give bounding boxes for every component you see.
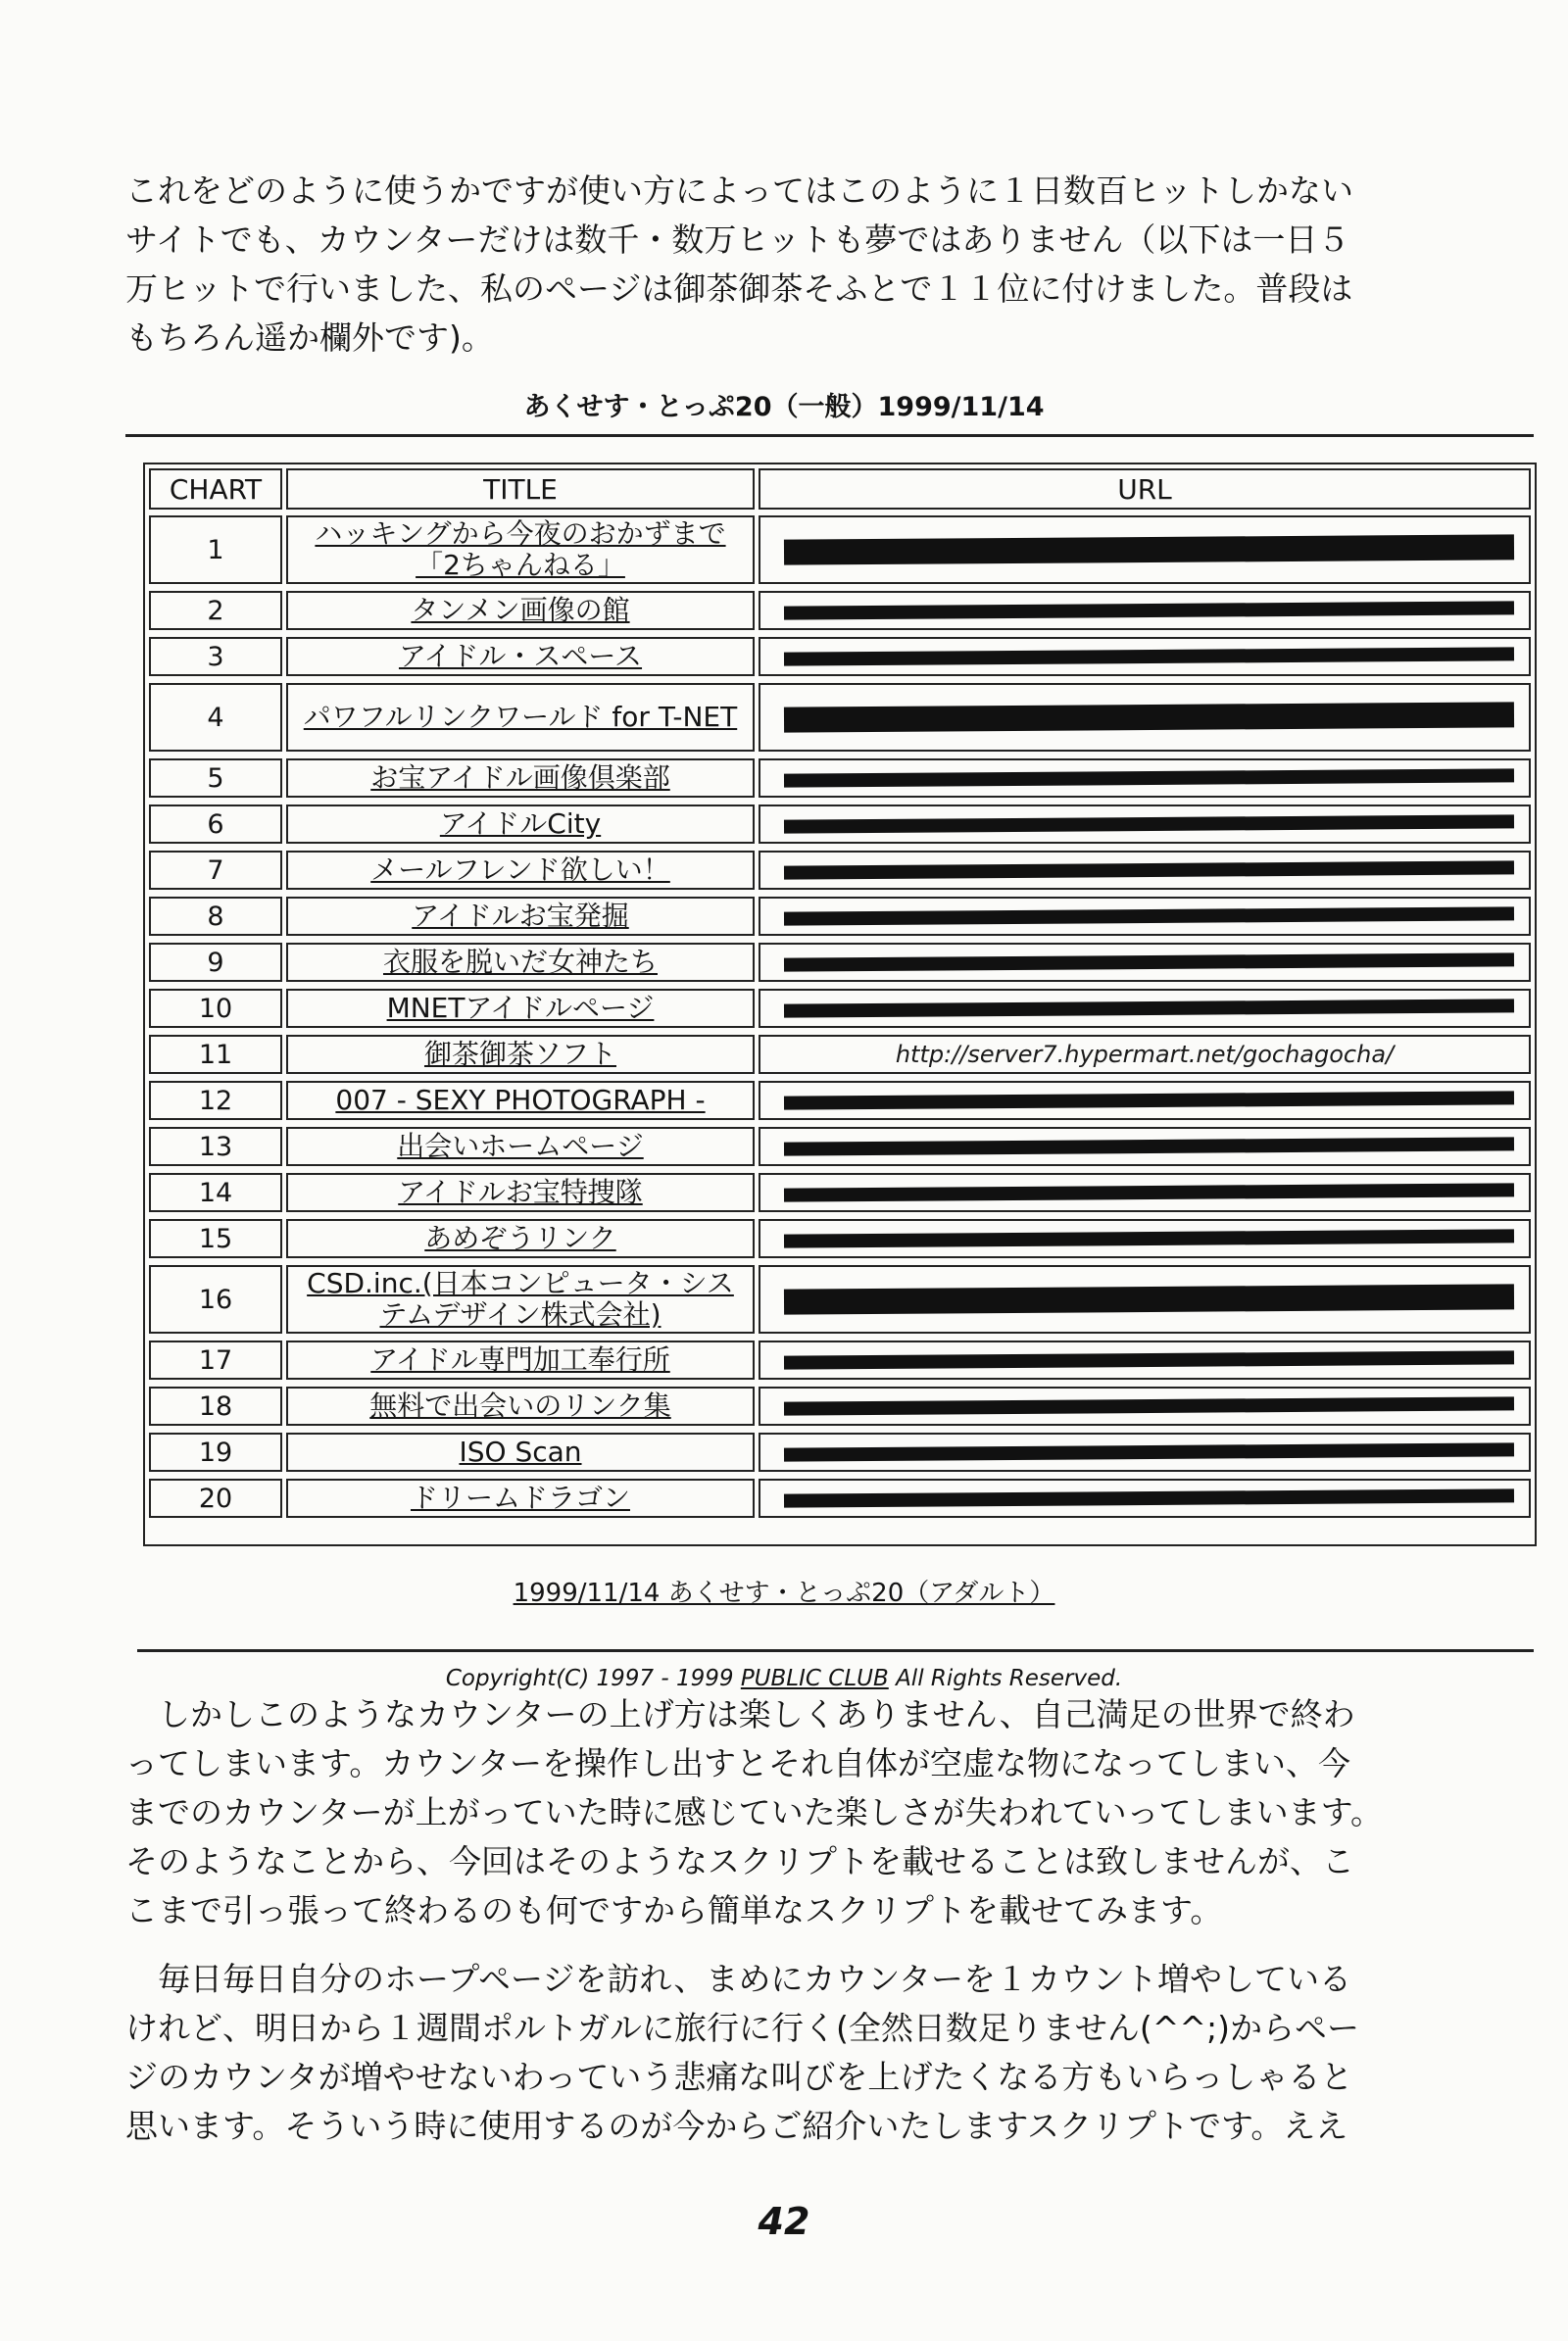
site-title-link[interactable] — [286, 1219, 755, 1258]
page-number: 42 — [758, 2200, 810, 2243]
url-cell — [759, 1081, 1531, 1120]
redaction-bar — [783, 1396, 1513, 1416]
intro-paragraph — [125, 167, 1497, 363]
text-line: 万ヒットで行いました、私のページは御茶御茶そふとで１１位に付けました。普段は — [125, 269, 1353, 308]
text-line: 思います。そういう時に使用するのが今からご紹介いたしますスクリプトです。ええ — [125, 2107, 1348, 2145]
redaction-bar — [783, 906, 1513, 926]
redaction-bar — [783, 999, 1513, 1018]
site-title-link[interactable] — [286, 1265, 755, 1334]
site-title-link[interactable] — [286, 637, 755, 676]
site-title-text[interactable]: CSD.inc.(日本コンピュータ・システムデザイン株式会社) — [307, 1267, 734, 1331]
site-title-link[interactable] — [286, 1127, 755, 1166]
site-title-text[interactable]: ハッキングから今夜のおかずまで「2ちゃんねる」 — [315, 517, 726, 581]
copyright-notice — [0, 1666, 1568, 1691]
site-title-link[interactable] — [286, 897, 755, 936]
redaction-bar — [783, 1183, 1513, 1202]
site-title-text[interactable]: あめぞうリンク — [424, 1222, 616, 1254]
redaction-bar — [783, 952, 1513, 972]
rank-cell: 18 — [149, 1387, 282, 1426]
text-line: けれど、明日から１週間ポルトガルに旅行に行く(全然日数足りません(^^;)からペー — [125, 2009, 1360, 2047]
rank-cell: 8 — [149, 897, 282, 936]
url-cell — [759, 897, 1531, 936]
text-line: サイトでも、カウンターだけは数千・数万ヒットも夢ではありません（以下は一日５ — [125, 220, 1350, 259]
site-title-link[interactable] — [286, 1387, 755, 1426]
header-chart: CHART — [149, 468, 282, 510]
site-title-text[interactable]: アイドルお宝特捜隊 — [398, 1176, 643, 1208]
site-title-text[interactable]: 出会いホームページ — [397, 1130, 644, 1162]
text-line: これをどのように使うかですが使い方によってはこのように１日数百ヒットしかない — [125, 171, 1354, 210]
site-title-text[interactable]: 無料で出会いのリンク集 — [369, 1390, 671, 1422]
ranking-title: あくせす・とっぷ20（一般）1999/11/14 — [523, 392, 1045, 422]
url-cell — [759, 1127, 1531, 1166]
rank-cell: 20 — [149, 1479, 282, 1518]
url-text[interactable]: http://server7.hypermart.net/gochagocha/ — [895, 1041, 1395, 1068]
rank-cell: 17 — [149, 1341, 282, 1380]
outro-paragraph-2 — [125, 1955, 1497, 2151]
rank-cell: 16 — [149, 1265, 282, 1334]
site-title-link[interactable] — [286, 851, 755, 890]
site-title-text[interactable]: ISO Scan — [459, 1436, 582, 1468]
site-title-text[interactable]: ドリームドラゴン — [410, 1482, 630, 1514]
site-title-link[interactable] — [286, 515, 755, 584]
site-title-text[interactable]: アイドル専門加工奉行所 — [370, 1343, 670, 1376]
url-cell — [759, 758, 1531, 798]
rank-cell: 6 — [149, 805, 282, 844]
site-title-text[interactable]: アイドルCity — [439, 807, 602, 840]
url-cell — [759, 943, 1531, 982]
redaction-bar — [783, 1284, 1513, 1315]
url-cell — [759, 1433, 1531, 1472]
copyright-owner: PUBLIC CLUB — [740, 1666, 889, 1691]
url-cell[interactable] — [759, 1035, 1531, 1074]
site-title-text[interactable]: タンメン画像の館 — [411, 594, 630, 626]
text-line: ってしまいます。カウンターを操作し出すとそれ自体が空虚な物になってしまい、今 — [125, 1744, 1351, 1782]
text-line: こまで引っ張って終わるのも何ですから簡単なスクリプトを載せてみます。 — [125, 1891, 1223, 1929]
url-cell — [759, 515, 1531, 584]
site-title-link[interactable] — [286, 591, 755, 630]
rank-cell: 19 — [149, 1433, 282, 1472]
redaction-bar — [783, 814, 1513, 834]
url-cell — [759, 851, 1531, 890]
site-title-link[interactable] — [286, 943, 755, 982]
site-title-text[interactable]: 007 - SEXY PHOTOGRAPH - — [335, 1084, 706, 1116]
text-line: もちろん遥か欄外です)。 — [125, 318, 494, 357]
copyright-suffix: All Rights Reserved. — [888, 1666, 1123, 1691]
site-title-link[interactable] — [286, 1341, 755, 1380]
redaction-bar — [783, 768, 1513, 788]
rank-cell: 14 — [149, 1173, 282, 1212]
rank-cell: 12 — [149, 1081, 282, 1120]
redaction-bar — [783, 1350, 1513, 1370]
rank-cell: 5 — [149, 758, 282, 798]
redaction-bar — [783, 1229, 1513, 1248]
site-title-text[interactable]: 衣服を脱いだ女神たち — [382, 946, 658, 978]
ranking-table — [143, 463, 1537, 1546]
site-title-link[interactable] — [286, 989, 755, 1028]
site-title-link[interactable] — [286, 1081, 755, 1120]
top-divider — [125, 434, 1534, 437]
redaction-bar — [783, 534, 1513, 565]
site-title-text[interactable]: パワフルリンクワールド for T-NET — [303, 701, 738, 733]
outro-paragraph-1 — [125, 1690, 1497, 1935]
header-url: URL — [759, 468, 1531, 510]
redaction-bar — [783, 601, 1513, 620]
site-title-text[interactable]: アイドル・スペース — [398, 640, 643, 672]
text-line: ジのカウンタが増やせないわっていう悲痛な叫びを上げたくなる方もいらっしゃると — [125, 2058, 1353, 2096]
url-cell — [759, 1173, 1531, 1212]
rank-cell: 10 — [149, 989, 282, 1028]
rank-cell: 7 — [149, 851, 282, 890]
site-title-link[interactable] — [286, 805, 755, 844]
rank-cell: 11 — [149, 1035, 282, 1074]
text-line: 毎日毎日自分のホープページを訪れ、まめにカウンターを１カウント増やしている — [125, 1960, 1352, 1998]
site-title-link[interactable] — [286, 758, 755, 798]
text-line: そのようなことから、今回はそのようなスクリプトを載せることは致しませんが、こ — [125, 1842, 1354, 1880]
url-cell — [759, 1219, 1531, 1258]
site-title-text[interactable]: アイドルお宝発掘 — [412, 900, 629, 932]
url-cell — [759, 683, 1531, 752]
redaction-bar — [783, 1488, 1513, 1508]
redaction-bar — [783, 702, 1513, 733]
url-cell — [759, 805, 1531, 844]
rank-cell: 15 — [149, 1219, 282, 1258]
redaction-bar — [783, 1091, 1513, 1110]
redaction-bar — [783, 860, 1513, 880]
site-title-link[interactable] — [286, 1479, 755, 1518]
redaction-bar — [783, 1442, 1513, 1462]
header-title: TITLE — [286, 468, 755, 510]
url-cell — [759, 637, 1531, 676]
url-cell — [759, 1341, 1531, 1380]
site-title-link[interactable] — [286, 683, 755, 752]
bottom-divider — [137, 1649, 1534, 1652]
rank-cell: 9 — [149, 943, 282, 982]
caption-link[interactable]: 1999/11/14 あくせす・とっぷ20（アダルト） — [513, 1579, 1055, 1608]
rank-cell: 4 — [149, 683, 282, 752]
ranking-caption[interactable] — [0, 1573, 1568, 1609]
site-title-text[interactable]: メールフレンド欲しい！ — [370, 853, 670, 886]
site-title-link[interactable] — [286, 1173, 755, 1212]
rank-cell: 1 — [149, 515, 282, 584]
rank-cell: 3 — [149, 637, 282, 676]
redaction-bar — [783, 1137, 1513, 1156]
url-cell — [759, 591, 1531, 630]
rank-cell: 13 — [149, 1127, 282, 1166]
site-title-text[interactable]: 御茶御茶ソフト — [423, 1038, 616, 1070]
redaction-bar — [783, 647, 1513, 666]
text-line: しかしこのようなカウンターの上げ方は楽しくありません、自己満足の世界で終わ — [125, 1695, 1355, 1733]
site-title-text[interactable]: MNETアイドルページ — [386, 992, 655, 1024]
site-title-link[interactable] — [286, 1433, 755, 1472]
site-title-link[interactable] — [286, 1035, 755, 1074]
url-cell — [759, 989, 1531, 1028]
copyright-prefix: Copyright(C) 1997 - 1999 — [445, 1666, 741, 1691]
text-line: までのカウンターが上がっていた時に感じていた楽しさが失われていってしまいます。 — [125, 1793, 1384, 1831]
rank-cell: 2 — [149, 591, 282, 630]
url-cell — [759, 1387, 1531, 1426]
url-cell — [759, 1265, 1531, 1334]
url-cell — [759, 1479, 1531, 1518]
site-title-text[interactable]: お宝アイドル画像倶楽部 — [370, 761, 670, 794]
